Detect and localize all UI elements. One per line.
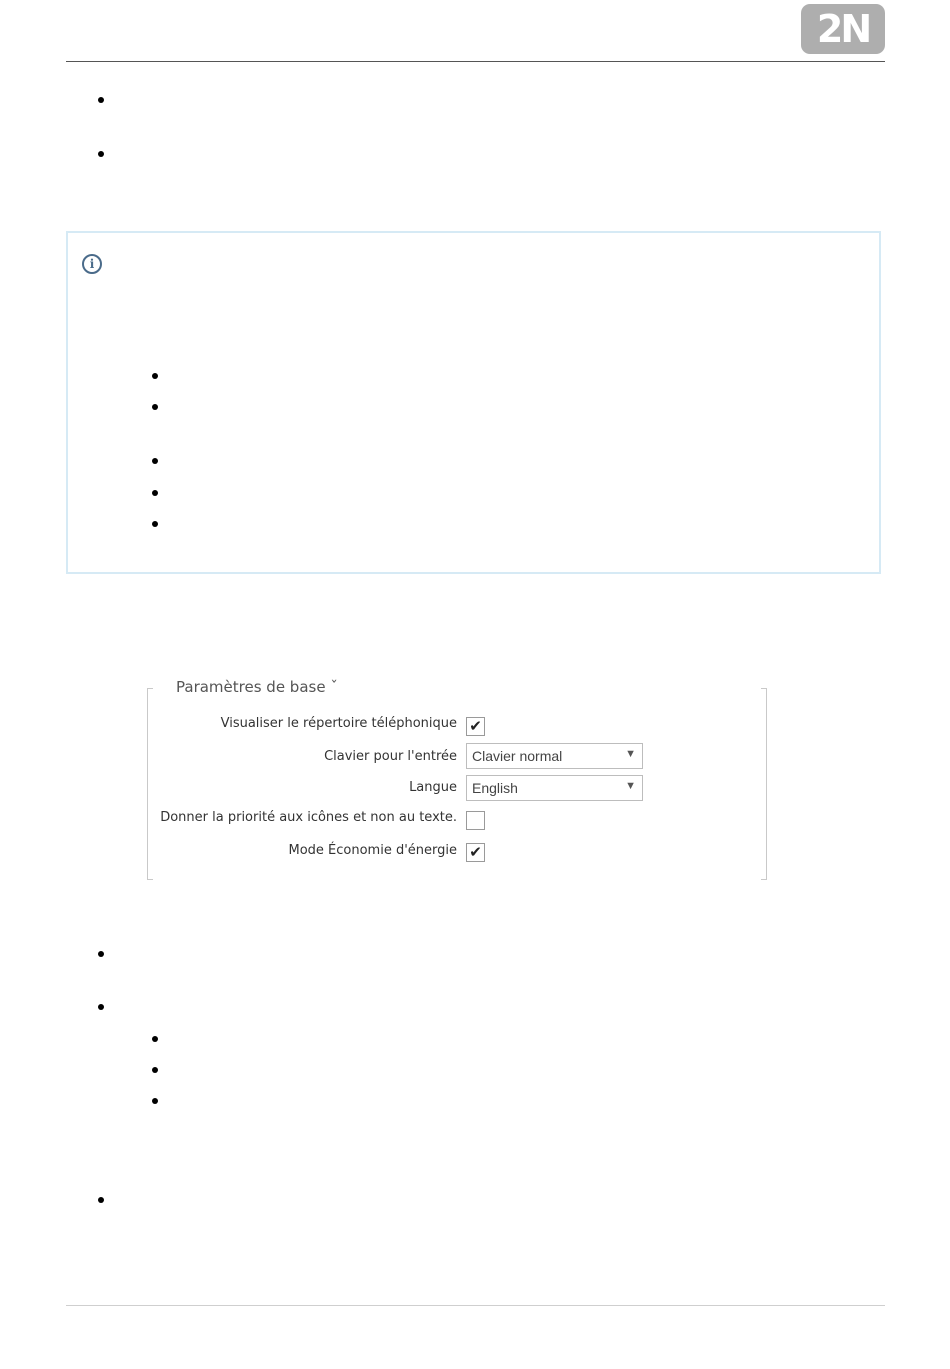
keyboard-select[interactable] <box>466 743 643 769</box>
info-icon: i <box>82 254 102 274</box>
list-bullet <box>152 1098 158 1104</box>
power-saving-checkbox[interactable]: ✔ <box>466 843 485 862</box>
info-callout <box>66 231 881 574</box>
brand-logo: 2N <box>801 4 885 54</box>
phonebook-checkbox[interactable]: ✔ <box>466 717 485 736</box>
list-bullet <box>152 1067 158 1073</box>
list-bullet <box>98 97 104 103</box>
icons-priority-checkbox[interactable] <box>466 811 485 830</box>
panel-border-right <box>761 688 767 880</box>
language-select[interactable] <box>466 775 643 801</box>
phonebook-label: Visualiser le répertoire téléphonique <box>220 716 457 731</box>
header-divider <box>66 61 885 62</box>
list-bullet <box>98 1197 104 1203</box>
power-saving-label: Mode Économie d'énergie <box>288 843 457 858</box>
keyboard-label: Clavier pour l'entrée <box>324 749 457 764</box>
panel-border-left <box>147 688 153 880</box>
keyboard-select-value: Clavier normal <box>472 748 563 764</box>
section-toggle-basic-settings[interactable]: Paramètres de base ˇ <box>176 678 338 696</box>
footer-divider <box>66 1305 885 1306</box>
list-bullet <box>152 521 158 527</box>
icons-priority-label: Donner la priorité aux icônes et non au texte. <box>160 810 457 825</box>
chevron-down-icon: ▼ <box>625 748 636 760</box>
list-bullet <box>152 1036 158 1042</box>
list-bullet <box>152 404 158 410</box>
list-bullet <box>98 951 104 957</box>
language-label: Langue <box>409 780 457 795</box>
list-bullet <box>152 373 158 379</box>
list-bullet <box>98 151 104 157</box>
list-bullet <box>98 1004 104 1010</box>
chevron-down-icon: ▼ <box>625 780 636 792</box>
language-select-value: English <box>472 780 518 796</box>
list-bullet <box>152 490 158 496</box>
list-bullet <box>152 458 158 464</box>
